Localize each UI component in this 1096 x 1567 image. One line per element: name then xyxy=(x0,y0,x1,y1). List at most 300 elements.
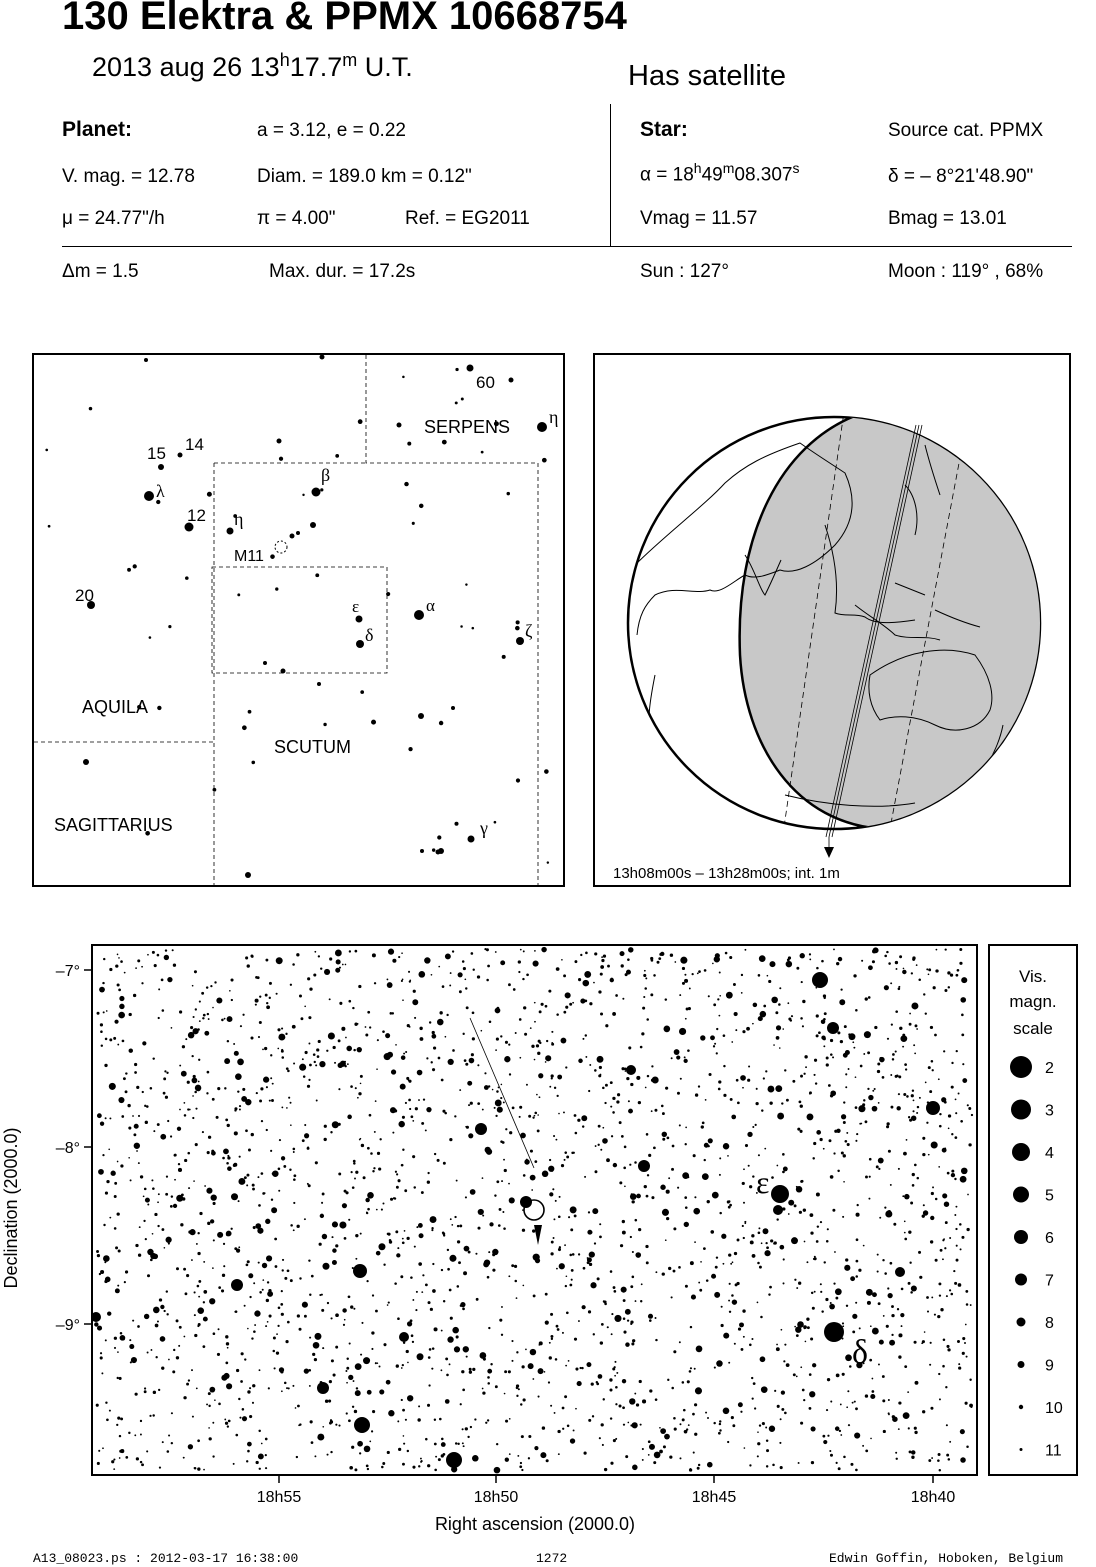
detail-star xyxy=(309,1064,312,1067)
detail-star xyxy=(373,1167,375,1169)
detail-star xyxy=(117,1417,120,1420)
detail-star xyxy=(344,1190,347,1193)
detail-star xyxy=(904,1232,906,1234)
finder-star xyxy=(454,822,458,826)
detail-star xyxy=(776,1218,778,1220)
detail-star xyxy=(898,1075,901,1078)
detail-star xyxy=(897,1308,899,1310)
detail-star xyxy=(816,1034,819,1037)
detail-star xyxy=(869,1359,872,1362)
detail-star xyxy=(182,1045,185,1048)
detail-star xyxy=(418,1223,423,1228)
detail-star xyxy=(140,1175,143,1178)
detail-star xyxy=(911,1094,914,1097)
detail-star xyxy=(374,982,376,984)
detail-star xyxy=(224,1058,230,1064)
detail-star xyxy=(792,1080,795,1083)
detail-star xyxy=(141,966,143,968)
detail-star xyxy=(122,1040,125,1043)
detail-star xyxy=(282,1259,284,1261)
detail-star xyxy=(390,1198,393,1201)
detail-star xyxy=(501,1084,503,1086)
detail-star xyxy=(629,1164,631,1166)
detail-star xyxy=(611,1135,613,1137)
detail-star xyxy=(682,1381,685,1384)
detail-star xyxy=(266,1002,268,1004)
detail-star xyxy=(266,1299,269,1302)
detail-star xyxy=(249,1296,251,1298)
detail-star xyxy=(549,1356,552,1359)
detail-star xyxy=(358,985,361,988)
detail-star xyxy=(778,1003,781,1006)
detail-star xyxy=(135,967,137,969)
detail-star xyxy=(878,1364,880,1366)
detail-star xyxy=(508,1275,510,1277)
detail-star xyxy=(106,1010,108,1012)
detail-star xyxy=(198,1081,200,1083)
detail-star xyxy=(854,1432,860,1438)
detail-star xyxy=(174,1154,177,1157)
detail-star xyxy=(227,1166,232,1171)
detail-star xyxy=(103,958,105,960)
detail-star xyxy=(322,1426,324,1428)
detail-star xyxy=(464,1059,467,1062)
detail-star xyxy=(776,1165,778,1167)
detail-star xyxy=(925,1082,927,1084)
detail-star xyxy=(716,1028,718,1030)
detail-star xyxy=(582,1125,584,1127)
detail-star xyxy=(855,1469,858,1472)
detail-star xyxy=(934,1314,936,1316)
detail-star xyxy=(557,1095,559,1097)
detail-star xyxy=(277,1325,279,1327)
detail-star xyxy=(601,959,604,962)
detail-star xyxy=(769,961,775,967)
detail-star xyxy=(949,1237,951,1239)
detail-star xyxy=(647,1174,649,1176)
detail-star xyxy=(208,1427,210,1429)
detail-star xyxy=(261,1120,263,1122)
detail-star xyxy=(268,1289,271,1292)
detail-star xyxy=(405,1051,407,1053)
detail-star xyxy=(602,1444,604,1446)
detail-star xyxy=(247,1450,250,1453)
detail-star xyxy=(823,1037,826,1040)
detail-star xyxy=(664,1434,670,1440)
detail-star xyxy=(844,1140,847,1143)
detail-star xyxy=(278,1190,280,1192)
detail-star xyxy=(877,1070,880,1073)
detail-star xyxy=(716,1256,718,1258)
detail-star xyxy=(134,1063,137,1066)
detail-star xyxy=(146,1105,149,1108)
detail-star xyxy=(505,1420,508,1423)
detail-star xyxy=(603,1398,605,1400)
detail-star xyxy=(347,1115,352,1120)
finder-star xyxy=(467,365,474,372)
detail-star xyxy=(432,1347,435,1350)
detail-star xyxy=(928,1066,931,1069)
detail-star xyxy=(574,1338,577,1341)
detail-star xyxy=(727,1155,729,1157)
detail-star xyxy=(252,1184,255,1187)
detail-star xyxy=(813,1074,815,1076)
detail-star xyxy=(878,1158,884,1164)
finder-star xyxy=(402,376,405,379)
detail-star xyxy=(604,1468,607,1471)
detail-star xyxy=(402,1463,405,1466)
detail-star xyxy=(404,1189,407,1192)
detail-star xyxy=(852,1314,857,1319)
detail-star xyxy=(946,1454,949,1457)
detail-star xyxy=(707,1417,709,1419)
detail-star xyxy=(128,1432,130,1434)
detail-star xyxy=(519,1057,521,1059)
detail-star xyxy=(173,964,176,967)
detail-star xyxy=(863,1099,865,1101)
detail-star xyxy=(449,1363,451,1365)
detail-star xyxy=(809,1407,812,1410)
detail-star xyxy=(817,1225,819,1227)
detail-star xyxy=(719,1157,721,1159)
detail-star xyxy=(231,999,233,1001)
detail-star xyxy=(919,1097,921,1099)
detail-star xyxy=(629,1398,635,1404)
detail-star xyxy=(539,1010,542,1013)
detail-star xyxy=(719,995,721,997)
detail-star xyxy=(345,1037,347,1039)
detail-star xyxy=(843,1154,846,1157)
detail-star xyxy=(532,1378,534,1380)
detail-star xyxy=(871,1390,874,1393)
detail-star xyxy=(869,1158,872,1161)
detail-star xyxy=(103,1255,110,1262)
detail-star xyxy=(553,1135,555,1137)
detail-star xyxy=(259,1021,262,1024)
detail-star xyxy=(925,1013,927,1015)
detail-star xyxy=(819,1138,822,1141)
detail-star xyxy=(516,1297,518,1299)
detail-star xyxy=(484,1259,490,1265)
detail-star xyxy=(713,1045,715,1047)
finder-star xyxy=(432,848,435,851)
detail-star xyxy=(810,1337,813,1340)
detail-star xyxy=(971,1114,973,1116)
detail-star xyxy=(397,1317,400,1320)
detail-star xyxy=(281,1056,284,1059)
detail-star xyxy=(779,1047,781,1049)
detail-star xyxy=(183,1457,185,1459)
detail-star xyxy=(895,1075,898,1078)
detail-star xyxy=(689,988,691,990)
detail-star xyxy=(127,1104,130,1107)
detail-star xyxy=(655,1339,657,1341)
detail-star xyxy=(378,1167,381,1170)
detail-star xyxy=(425,1283,428,1286)
detail-star xyxy=(293,1178,296,1181)
detail-star xyxy=(242,1014,244,1016)
detail-star xyxy=(486,979,489,982)
detail-star xyxy=(114,1182,117,1185)
detail-star xyxy=(171,1412,173,1414)
detail-star xyxy=(891,1314,894,1317)
detail-star xyxy=(642,1448,644,1450)
detail-star xyxy=(591,1383,594,1386)
detail-star xyxy=(269,1100,271,1102)
detail-star xyxy=(406,1237,409,1240)
detail-star xyxy=(251,955,254,958)
finder-star xyxy=(178,453,183,458)
detail-star xyxy=(242,1408,245,1411)
magnitude-scale-label: 11 xyxy=(1045,1442,1062,1460)
detail-star xyxy=(613,1439,616,1442)
detail-star xyxy=(454,1216,456,1218)
detail-star xyxy=(571,1279,573,1281)
detail-star xyxy=(247,1390,250,1393)
detail-star xyxy=(640,1046,643,1049)
detail-star xyxy=(113,1468,115,1470)
detail-star xyxy=(584,1176,586,1178)
detail-star xyxy=(610,1081,613,1084)
detail-star xyxy=(589,1251,595,1257)
detail-star xyxy=(525,1349,527,1351)
detail-star xyxy=(434,1469,437,1472)
detail-star xyxy=(319,1061,325,1067)
detail-star xyxy=(910,1291,913,1294)
detail-star xyxy=(741,992,743,994)
detail-star xyxy=(396,1186,399,1189)
detail-star xyxy=(602,1138,608,1144)
detail-star xyxy=(625,1342,629,1346)
detail-star xyxy=(519,1018,522,1021)
detail-star xyxy=(147,1274,150,1277)
detail-star xyxy=(248,1273,253,1278)
detail-star xyxy=(788,1213,790,1215)
detail-star xyxy=(322,1263,329,1270)
detail-star xyxy=(213,1239,215,1241)
detail-star xyxy=(472,1455,479,1462)
detail-star xyxy=(441,1442,446,1447)
detail-star xyxy=(517,1455,519,1457)
detail-star xyxy=(550,1405,552,1407)
detail-star xyxy=(882,1259,884,1261)
detail-star xyxy=(939,1294,941,1296)
detail-star xyxy=(825,1298,828,1301)
detail-star xyxy=(394,1282,397,1285)
detail-star xyxy=(418,1465,420,1467)
detail-star xyxy=(615,994,618,997)
detail-chart-frame xyxy=(92,945,977,1475)
detail-star xyxy=(855,1407,858,1410)
detail-star xyxy=(445,1399,450,1404)
detail-star xyxy=(726,992,733,999)
detail-star xyxy=(833,1283,835,1285)
detail-star xyxy=(842,1216,844,1218)
detail-star xyxy=(246,1264,249,1267)
detail-star xyxy=(109,1083,116,1090)
detail-star xyxy=(397,1247,399,1249)
detail-star xyxy=(165,1193,168,1196)
detail-star xyxy=(236,1369,239,1372)
detail-star xyxy=(437,1159,440,1162)
detail-star xyxy=(568,1360,570,1362)
detail-star xyxy=(427,1464,430,1467)
detail-star xyxy=(655,1317,657,1319)
detail-star xyxy=(520,1403,522,1405)
detail-star xyxy=(731,1416,734,1419)
detail-star xyxy=(258,1036,260,1038)
detail-star xyxy=(877,1271,879,1273)
detail-star xyxy=(676,1055,680,1059)
detail-star xyxy=(456,1180,458,1182)
detail-star xyxy=(165,1096,168,1099)
detail-star xyxy=(574,1114,577,1117)
detail-star xyxy=(152,1233,154,1235)
detail-star xyxy=(835,1297,838,1300)
detail-star xyxy=(545,1061,547,1063)
detail-star xyxy=(806,1317,809,1320)
detail-star xyxy=(314,1333,321,1340)
detail-star xyxy=(955,1112,957,1114)
detail-star xyxy=(353,1160,356,1163)
detail-star xyxy=(694,1196,696,1198)
detail-star xyxy=(918,978,921,981)
detail-star xyxy=(617,1093,620,1096)
detail-star xyxy=(503,1227,506,1230)
detail-star xyxy=(898,1355,901,1358)
detail-star xyxy=(503,1159,505,1161)
detail-star xyxy=(564,1395,567,1398)
detail-star xyxy=(742,1182,745,1185)
detail-star xyxy=(723,1034,726,1037)
detail-star xyxy=(424,957,430,963)
detail-star xyxy=(281,1390,283,1392)
detail-star xyxy=(176,1319,179,1322)
detail-star xyxy=(508,1370,511,1373)
detail-star xyxy=(492,1253,495,1256)
detail-star xyxy=(908,1282,911,1285)
detail-star xyxy=(646,1133,649,1136)
detail-star xyxy=(814,1291,816,1293)
detail-star xyxy=(719,972,721,974)
detail-star xyxy=(916,1112,918,1114)
detail-star xyxy=(690,1261,694,1265)
magnitude-scale-label: 6 xyxy=(1045,1230,1054,1247)
detail-star xyxy=(758,1231,761,1234)
detail-star xyxy=(276,957,283,964)
detail-star xyxy=(346,1046,352,1052)
detail-star xyxy=(167,1120,169,1122)
detail-star xyxy=(226,1162,229,1165)
detail-star xyxy=(484,1072,486,1074)
detail-star xyxy=(648,1154,651,1157)
detail-star xyxy=(955,974,958,977)
detail-star xyxy=(203,1290,207,1294)
detail-star xyxy=(252,1384,255,1387)
detail-star xyxy=(942,1193,947,1198)
detail-star xyxy=(466,1126,469,1129)
detail-star xyxy=(211,1150,214,1153)
detail-star xyxy=(490,1363,492,1365)
detail-star xyxy=(725,952,728,955)
detail-star xyxy=(782,1171,785,1174)
detail-star xyxy=(117,1285,119,1287)
detail-star xyxy=(909,1450,912,1453)
detail-star xyxy=(571,1269,574,1272)
detail-star xyxy=(959,948,962,951)
detail-star xyxy=(710,1035,715,1040)
detail-star xyxy=(786,1099,789,1102)
detail-star xyxy=(622,1220,625,1223)
detail-star xyxy=(702,1122,705,1125)
detail-star xyxy=(713,1003,716,1006)
detail-star xyxy=(879,1057,885,1063)
detail-star xyxy=(737,1101,740,1104)
star-bmag: Bmag = 13.01 xyxy=(888,208,1007,229)
detail-star xyxy=(519,1116,521,1118)
detail-star xyxy=(602,1087,605,1090)
detail-star xyxy=(830,1039,833,1042)
detail-star xyxy=(911,1450,915,1454)
detail-star xyxy=(612,1111,615,1114)
detail-star xyxy=(630,1285,633,1288)
detail-star xyxy=(814,1257,817,1260)
detail-star xyxy=(903,1152,907,1156)
detail-star xyxy=(645,977,647,979)
detail-star xyxy=(908,1116,910,1118)
detail-star xyxy=(266,1129,268,1131)
finder-star xyxy=(168,625,171,628)
detail-star xyxy=(649,1389,652,1392)
detail-star xyxy=(304,1368,309,1373)
detail-star xyxy=(239,1417,241,1419)
x-axis-label: Right ascension (2000.0) xyxy=(434,1514,636,1534)
detail-star xyxy=(939,1398,941,1400)
detail-star xyxy=(944,1247,946,1249)
detail-star xyxy=(822,1435,825,1438)
detail-star xyxy=(296,953,299,956)
detail-star xyxy=(225,1361,228,1364)
detail-star xyxy=(583,980,590,987)
detail-star xyxy=(210,1219,214,1223)
detail-star xyxy=(541,1003,544,1006)
detail-star xyxy=(776,1344,778,1346)
detail-star xyxy=(704,1159,706,1161)
detail-star xyxy=(898,1093,900,1095)
detail-star xyxy=(800,1180,803,1183)
detail-star xyxy=(628,1046,631,1049)
detail-star xyxy=(830,1175,834,1179)
detail-star xyxy=(751,1338,753,1340)
detail-star xyxy=(714,1292,720,1298)
detail-star xyxy=(741,1348,744,1351)
detail-star xyxy=(190,1026,193,1029)
detail-star xyxy=(111,1171,116,1176)
detail-star xyxy=(239,1156,241,1158)
detail-star xyxy=(240,1380,243,1383)
detail-star xyxy=(487,1276,490,1279)
detail-star xyxy=(310,1420,313,1423)
detail-star xyxy=(326,1050,328,1052)
detail-star xyxy=(164,1070,166,1072)
detail-star xyxy=(959,1223,962,1226)
detail-star xyxy=(729,956,732,959)
detail-star xyxy=(856,1133,858,1135)
detail-star xyxy=(814,1059,817,1062)
detail-star xyxy=(805,1341,807,1343)
planet-diameter: Diam. = 189.0 km = 0.12" xyxy=(257,166,472,187)
detail-star xyxy=(968,1107,971,1110)
